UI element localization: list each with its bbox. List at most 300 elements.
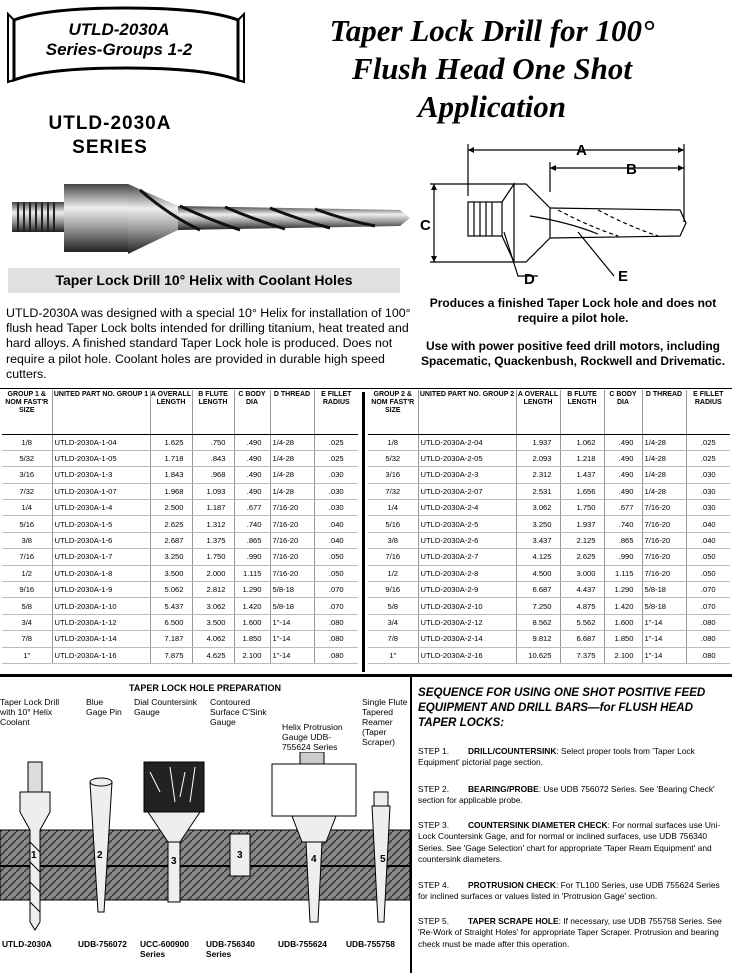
label-helix: Helix Protrusion Gauge UDB-755624 Series [282, 722, 343, 752]
cell-flute-length: 1.187 [192, 500, 234, 516]
cell-part-number: UTLD-2030A-1-5 [52, 516, 150, 532]
tool-number-4: 4 [311, 854, 317, 865]
table-row [368, 500, 730, 516]
step-body: : For normal surfaces use Uni-Lock Countersink Gage, and for normal or inclined surfaces, use UDB 756340 Series. See 'Gage Selection' chart for appropriate 'Taper Ream Equipment' and countersink diameters. [418, 820, 721, 865]
cell-overall-length: 4.125 [516, 549, 560, 565]
step-5 [418, 916, 724, 950]
cell-body-dia: 1.850 [604, 631, 642, 647]
cell-overall-length: 2.625 [150, 516, 192, 532]
cell-thread: 5/8-18 [642, 598, 686, 614]
cell-fastener-size: 1/2 [2, 565, 52, 581]
table-divider [362, 392, 365, 672]
cell-thread: 1/4-28 [642, 483, 686, 499]
cell-fillet-radius: .070 [686, 582, 730, 598]
cell-thread: 1"-14 [642, 614, 686, 630]
cell-flute-length: 1.750 [192, 549, 234, 565]
step-number: STEP 1. [418, 746, 450, 756]
cell-part-number: UTLD-2030A-2-16 [418, 647, 516, 663]
table-row [2, 598, 358, 614]
cell-body-dia: 1.420 [604, 598, 642, 614]
title-line3: Application [417, 89, 567, 124]
label-countersink: Dial Countersink Gauge [134, 697, 198, 717]
cell-overall-length: 3.250 [150, 549, 192, 565]
cell-flute-length: 2.000 [192, 565, 234, 581]
cell-part-number: UTLD-2030A-2-6 [418, 532, 516, 548]
cell-flute-length: .968 [192, 467, 234, 483]
cell-body-dia: 1.600 [604, 614, 642, 630]
table-row [2, 565, 358, 581]
cell-thread: 7/16-20 [642, 565, 686, 581]
cell-part-number: UTLD-2030A-1-04 [52, 434, 150, 450]
cell-body-dia: 1.600 [234, 614, 270, 630]
cell-thread: 5/8-18 [642, 582, 686, 598]
cell-flute-length: 1.375 [192, 532, 234, 548]
table-top-rule [0, 388, 732, 389]
cell-fastener-size: 7/16 [368, 549, 418, 565]
group1-spec-table [2, 390, 358, 664]
cell-flute-length: 3.062 [192, 598, 234, 614]
cell-fastener-size: 1/4 [368, 500, 418, 516]
cell-fillet-radius: .030 [686, 467, 730, 483]
cell-flute-length: 1.312 [192, 516, 234, 532]
cell-fillet-radius: .080 [686, 647, 730, 663]
prep-title: TAPER LOCK HOLE PREPARATION [128, 683, 281, 693]
cell-flute-length: 1.437 [560, 467, 604, 483]
cell-thread: 7/16-20 [270, 549, 314, 565]
cell-fillet-radius: .050 [686, 565, 730, 581]
cell-body-dia: 1.290 [604, 582, 642, 598]
table-row [2, 434, 358, 450]
table-row [2, 467, 358, 483]
cell-part-number: UTLD-2030A-2-9 [418, 582, 516, 598]
cell-body-dia: 1.850 [234, 631, 270, 647]
drill-dimension-diagram [418, 136, 726, 290]
series-name-line2: SERIES [72, 137, 148, 158]
cell-flute-length: 2.812 [192, 582, 234, 598]
col-header-part-no: UNITED PART NO. GROUP 1 [52, 390, 150, 434]
step-number: STEP 2. [418, 784, 450, 794]
cell-body-dia: .865 [604, 532, 642, 548]
table-header-row [368, 390, 730, 434]
cell-fastener-size: 3/4 [2, 614, 52, 630]
cell-flute-length: 1.093 [192, 483, 234, 499]
col-header-group: GROUP 1 & NOM FAST'R SIZE [2, 390, 52, 434]
label-reamer: Single Flute Tapered Reamer (Taper Scraper) [362, 697, 408, 747]
cell-body-dia: .677 [604, 500, 642, 516]
cell-fillet-radius: .080 [314, 631, 358, 647]
cell-part-number: UTLD-2030A-2-05 [418, 450, 516, 466]
cell-fillet-radius: .030 [314, 483, 358, 499]
cell-thread: 7/16-20 [270, 532, 314, 548]
code-reamer: UDB-755758 [346, 939, 395, 949]
tool-number-2: 2 [97, 850, 103, 861]
cell-body-dia: .490 [604, 483, 642, 499]
table-row [2, 483, 358, 499]
table-row [368, 434, 730, 450]
step-body: : If necessary, use UDB 755758 Series. See 'Re-Work of Straight Holes' for appropriate Taper Scraper. Protrusion and bearing check must be made after this operation. [418, 916, 722, 949]
cell-fillet-radius: .070 [314, 582, 358, 598]
col-header-body-dia: C BODY DIA [604, 390, 642, 434]
step-heading: PROTRUSION CHECK [468, 880, 556, 890]
cell-thread: 1/4-28 [270, 467, 314, 483]
tool-number-1: 1 [31, 850, 37, 861]
cell-thread: 5/8-18 [270, 582, 314, 598]
cell-thread: 1/4-28 [642, 450, 686, 466]
step-4 [418, 880, 724, 903]
cell-overall-length: 3.437 [516, 532, 560, 548]
col-header-body-dia: C BODY DIA [234, 390, 270, 434]
cell-flute-length: 2.125 [560, 532, 604, 548]
cell-fastener-size: 3/16 [368, 467, 418, 483]
cell-flute-length: 5.562 [560, 614, 604, 630]
code-protrusion: UDB-755624 [278, 939, 327, 949]
table-row [368, 516, 730, 532]
cell-body-dia: 1.420 [234, 598, 270, 614]
cell-part-number: UTLD-2030A-2-8 [418, 565, 516, 581]
cell-fastener-size: 5/32 [368, 450, 418, 466]
step-2 [418, 784, 724, 807]
cell-body-dia: .490 [234, 450, 270, 466]
dim-label-d: D [524, 271, 535, 288]
cell-flute-length: 2.625 [560, 549, 604, 565]
label-drill: Taper Lock Drill with 10° Helix Coolant [0, 697, 60, 727]
cell-fastener-size: 7/8 [2, 631, 52, 647]
drill-photo [10, 176, 412, 264]
cell-part-number: UTLD-2030A-2-5 [418, 516, 516, 532]
cell-part-number: UTLD-2030A-1-16 [52, 647, 150, 663]
cell-fillet-radius: .070 [314, 598, 358, 614]
cell-overall-length: 1.625 [150, 434, 192, 450]
cell-overall-length: 1.718 [150, 450, 192, 466]
cell-flute-length: .750 [192, 434, 234, 450]
cell-fastener-size: 1/2 [368, 565, 418, 581]
table-row [368, 647, 730, 663]
cell-fillet-radius: .030 [686, 500, 730, 516]
col-header-flute-length: B FLUTE LENGTH [560, 390, 604, 434]
bottom-column-divider [410, 677, 412, 973]
cell-part-number: UTLD-2030A-1-14 [52, 631, 150, 647]
cell-thread: 1"-14 [270, 614, 314, 630]
table-row [2, 631, 358, 647]
col-header-fillet-radius: E FILLET RADIUS [314, 390, 358, 434]
cell-overall-length: 8.562 [516, 614, 560, 630]
cell-thread: 7/16-20 [642, 532, 686, 548]
cell-fillet-radius: .030 [314, 500, 358, 516]
cell-overall-length: 3.062 [516, 500, 560, 516]
cell-fastener-size: 1" [2, 647, 52, 663]
group2-spec-table [368, 390, 730, 664]
cell-fastener-size: 3/4 [368, 614, 418, 630]
cell-fillet-radius: .025 [686, 450, 730, 466]
cell-thread: 1"-14 [642, 647, 686, 663]
cell-overall-length: 7.187 [150, 631, 192, 647]
cell-flute-length: 4.625 [192, 647, 234, 663]
cell-part-number: UTLD-2030A-2-14 [418, 631, 516, 647]
cell-fastener-size: 7/8 [368, 631, 418, 647]
cell-flute-length: 1.218 [560, 450, 604, 466]
cell-fillet-radius: .080 [314, 614, 358, 630]
cell-overall-length: 3.250 [516, 516, 560, 532]
table-row [368, 483, 730, 499]
cell-fastener-size: 1/8 [368, 434, 418, 450]
cell-overall-length: 5.062 [150, 582, 192, 598]
cell-part-number: UTLD-2030A-2-12 [418, 614, 516, 630]
table-header-row [2, 390, 358, 434]
dim-label-e: E [618, 268, 629, 285]
cell-fastener-size: 1" [368, 647, 418, 663]
col-header-overall-length: A OVERALL LENGTH [150, 390, 192, 434]
cell-flute-length: 1.062 [560, 434, 604, 450]
cell-body-dia: .490 [604, 434, 642, 450]
cell-part-number: UTLD-2030A-1-12 [52, 614, 150, 630]
cell-overall-length: 6.500 [150, 614, 192, 630]
use-with-text: Use with power positive feed drill motors, including Spacematic, Quackenbush, Rockwell and Drivematic. [420, 339, 726, 368]
cell-overall-length: 9.812 [516, 631, 560, 647]
cell-overall-length: 5.437 [150, 598, 192, 614]
cell-flute-length: 1.937 [560, 516, 604, 532]
cell-overall-length: 1.843 [150, 467, 192, 483]
cell-body-dia: 1.115 [604, 565, 642, 581]
cell-flute-length: 4.437 [560, 582, 604, 598]
sequence-title: SEQUENCE FOR USING ONE SHOT POSITIVE FEED EQUIPMENT AND DRILL BARS—for FLUSH HEAD TAPER LOCKS: [418, 686, 706, 729]
cell-overall-length: 7.875 [150, 647, 192, 663]
cell-body-dia: 1.115 [234, 565, 270, 581]
code-gage-pin: UDB-756072 [78, 939, 127, 949]
step-body: : For TL100 Series, use UDB 755624 Series for inclined surfaces or values listed in 'Protrusion Gage' section. [418, 880, 720, 902]
cell-fastener-size: 1/4 [2, 500, 52, 516]
step-body: : Select proper tools from 'Taper Lock Equipment' pictorial page section. [418, 746, 695, 768]
produces-text: Produces a finished Taper Lock hole and does not require a pilot hole. [429, 296, 717, 325]
cell-part-number: UTLD-2030A-1-10 [52, 598, 150, 614]
cell-thread: 1/4-28 [642, 434, 686, 450]
cell-body-dia: .740 [604, 516, 642, 532]
cell-body-dia: 2.100 [234, 647, 270, 663]
dim-label-c: C [420, 217, 431, 234]
table-row [368, 549, 730, 565]
table-row [368, 582, 730, 598]
table-row [368, 565, 730, 581]
cell-body-dia: .490 [604, 450, 642, 466]
cell-thread: 1/4-28 [642, 467, 686, 483]
cell-body-dia: 2.100 [604, 647, 642, 663]
step-heading: COUNTERSINK DIAMETER CHECK [468, 820, 608, 830]
cell-thread: 1"-14 [270, 631, 314, 647]
step-3 [418, 820, 724, 866]
cell-thread: 1"-14 [642, 631, 686, 647]
cell-fillet-radius: .050 [686, 549, 730, 565]
cell-overall-length: 2.093 [516, 450, 560, 466]
cell-thread: 1/4-28 [270, 483, 314, 499]
cell-fastener-size: 7/16 [2, 549, 52, 565]
cell-fastener-size: 5/8 [368, 598, 418, 614]
col-header-thread: D THREAD [642, 390, 686, 434]
cell-fillet-radius: .025 [314, 450, 358, 466]
cell-thread: 7/16-20 [270, 565, 314, 581]
cell-overall-length: 2.687 [150, 532, 192, 548]
cell-overall-length: 1.937 [516, 434, 560, 450]
cell-body-dia: .490 [234, 434, 270, 450]
cell-thread: 5/8-18 [270, 598, 314, 614]
cell-part-number: UTLD-2030A-1-4 [52, 500, 150, 516]
cell-overall-length: 7.250 [516, 598, 560, 614]
cell-fillet-radius: .040 [314, 516, 358, 532]
table-row [2, 614, 358, 630]
hole-prep-illustration [0, 752, 410, 934]
table-row [2, 532, 358, 548]
cell-flute-length: 1.656 [560, 483, 604, 499]
cell-overall-length: 2.531 [516, 483, 560, 499]
cell-part-number: UTLD-2030A-2-10 [418, 598, 516, 614]
cell-body-dia: .490 [604, 467, 642, 483]
code-countersink: UCC-600900 Series [140, 939, 189, 959]
cell-thread: 1"-14 [270, 647, 314, 663]
page-title [258, 12, 726, 126]
cell-fastener-size: 3/8 [2, 532, 52, 548]
cell-fillet-radius: .030 [686, 483, 730, 499]
cell-fastener-size: 3/8 [368, 532, 418, 548]
drill-caption: Taper Lock Drill 10° Helix with Coolant Holes [8, 268, 400, 293]
cell-thread: 1/4-28 [270, 434, 314, 450]
cell-body-dia: .490 [234, 483, 270, 499]
cell-body-dia: .990 [604, 549, 642, 565]
cell-fillet-radius: .080 [686, 631, 730, 647]
cell-overall-length: 2.312 [516, 467, 560, 483]
cell-part-number: UTLD-2030A-1-7 [52, 549, 150, 565]
cell-flute-length: 3.000 [560, 565, 604, 581]
description-text: UTLD-2030A was designed with a special 10° Helix for installation of 100° flush head Taper Lock bolts intended for drilling titanium, heat treated and hard alloys. A finished standard Taper Lock hole is produced. Does not require a pilot hole. Coolant holes are provided in durable high speed cutters. [6, 306, 411, 381]
cell-fastener-size: 3/16 [2, 467, 52, 483]
cell-flute-length: 4.875 [560, 598, 604, 614]
series-name-line1: UTLD-2030A [48, 113, 172, 134]
step-heading: TAPER SCRAPE HOLE [468, 916, 559, 926]
cell-overall-length: 6.687 [516, 582, 560, 598]
cell-fastener-size: 5/16 [368, 516, 418, 532]
cell-fastener-size: 7/32 [368, 483, 418, 499]
cell-thread: 7/16-20 [270, 500, 314, 516]
series-tag-line2: Series-Groups 1-2 [45, 40, 193, 59]
cell-part-number: UTLD-2030A-2-3 [418, 467, 516, 483]
table-row [368, 532, 730, 548]
tool-number-3b: 3 [237, 850, 243, 861]
cell-overall-length: 10.625 [516, 647, 560, 663]
cell-fillet-radius: .030 [314, 467, 358, 483]
cell-part-number: UTLD-2030A-2-4 [418, 500, 516, 516]
step-body: : Use UDB 756072 Series. See 'Bearing Check' section for applicable probe. [418, 784, 715, 806]
label-blue-gage: Blue Gage Pin [86, 697, 122, 717]
cell-fastener-size: 5/16 [2, 516, 52, 532]
series-name [20, 112, 200, 160]
cell-fillet-radius: .080 [686, 614, 730, 630]
table-row [368, 598, 730, 614]
cell-fillet-radius: .070 [686, 598, 730, 614]
title-line1: Taper Lock Drill for 100° [329, 13, 655, 48]
cell-body-dia: .990 [234, 549, 270, 565]
cell-overall-length: 4.500 [516, 565, 560, 581]
dim-label-b: B [626, 161, 637, 178]
col-header-overall-length: A OVERALL LENGTH [516, 390, 560, 434]
cell-flute-length: 3.500 [192, 614, 234, 630]
cell-body-dia: .490 [234, 467, 270, 483]
cell-part-number: UTLD-2030A-1-07 [52, 483, 150, 499]
cell-thread: 7/16-20 [642, 500, 686, 516]
col-header-fillet-radius: E FILLET RADIUS [686, 390, 730, 434]
table-bottom-rule [0, 674, 732, 677]
table-row [2, 582, 358, 598]
cell-part-number: UTLD-2030A-2-07 [418, 483, 516, 499]
cell-flute-length: 6.687 [560, 631, 604, 647]
table-row [368, 614, 730, 630]
col-header-part-no: UNITED PART NO. GROUP 2 [418, 390, 516, 434]
cell-overall-length: 2.500 [150, 500, 192, 516]
table-row [2, 516, 358, 532]
cell-part-number: UTLD-2030A-1-9 [52, 582, 150, 598]
cell-part-number: UTLD-2030A-1-3 [52, 467, 150, 483]
cell-flute-length: 7.375 [560, 647, 604, 663]
step-heading: DRILL/COUNTERSINK [468, 746, 557, 756]
cell-flute-length: 4.062 [192, 631, 234, 647]
cell-part-number: UTLD-2030A-1-6 [52, 532, 150, 548]
cell-fillet-radius: .040 [686, 532, 730, 548]
code-drill: UTLD-2030A [2, 939, 52, 949]
table-row [2, 549, 358, 565]
table-row [2, 450, 358, 466]
cell-fastener-size: 1/8 [2, 434, 52, 450]
table-row [2, 647, 358, 663]
table-row [368, 631, 730, 647]
step-1 [418, 746, 724, 769]
tool-number-5: 5 [380, 854, 386, 865]
label-contoured: Contoured Surface C'Sink Gauge [210, 697, 267, 727]
cell-overall-length: 3.500 [150, 565, 192, 581]
cell-fastener-size: 9/16 [2, 582, 52, 598]
cell-flute-length: 1.750 [560, 500, 604, 516]
cell-thread: 1/4-28 [270, 450, 314, 466]
code-contoured: UDB-756340 Series [206, 939, 255, 959]
cell-part-number: UTLD-2030A-2-04 [418, 434, 516, 450]
col-header-thread: D THREAD [270, 390, 314, 434]
cell-thread: 7/16-20 [642, 549, 686, 565]
cell-fillet-radius: .080 [314, 647, 358, 663]
col-header-flute-length: B FLUTE LENGTH [192, 390, 234, 434]
step-heading: BEARING/PROBE [468, 784, 539, 794]
table-row [2, 500, 358, 516]
cell-fillet-radius: .040 [686, 516, 730, 532]
cell-fastener-size: 5/8 [2, 598, 52, 614]
cell-thread: 7/16-20 [642, 516, 686, 532]
cell-fillet-radius: .050 [314, 565, 358, 581]
title-line2: Flush Head One Shot [352, 51, 632, 86]
series-tag-line1: UTLD-2030A [68, 20, 170, 39]
cell-body-dia: 1.290 [234, 582, 270, 598]
cell-fillet-radius: .025 [686, 434, 730, 450]
cell-part-number: UTLD-2030A-2-7 [418, 549, 516, 565]
tool-number-3: 3 [171, 856, 177, 867]
cell-part-number: UTLD-2030A-1-05 [52, 450, 150, 466]
cell-body-dia: .740 [234, 516, 270, 532]
cell-overall-length: 1.968 [150, 483, 192, 499]
series-tag-text [24, 20, 214, 60]
table-row [368, 450, 730, 466]
col-header-group: GROUP 2 & NOM FAST'R SIZE [368, 390, 418, 434]
cell-flute-length: .843 [192, 450, 234, 466]
step-number: STEP 5. [418, 916, 450, 926]
cell-body-dia: .865 [234, 532, 270, 548]
step-number: STEP 3. [418, 820, 450, 830]
cell-body-dia: .677 [234, 500, 270, 516]
table-row [368, 467, 730, 483]
step-number: STEP 4. [418, 880, 450, 890]
cell-fillet-radius: .040 [314, 532, 358, 548]
